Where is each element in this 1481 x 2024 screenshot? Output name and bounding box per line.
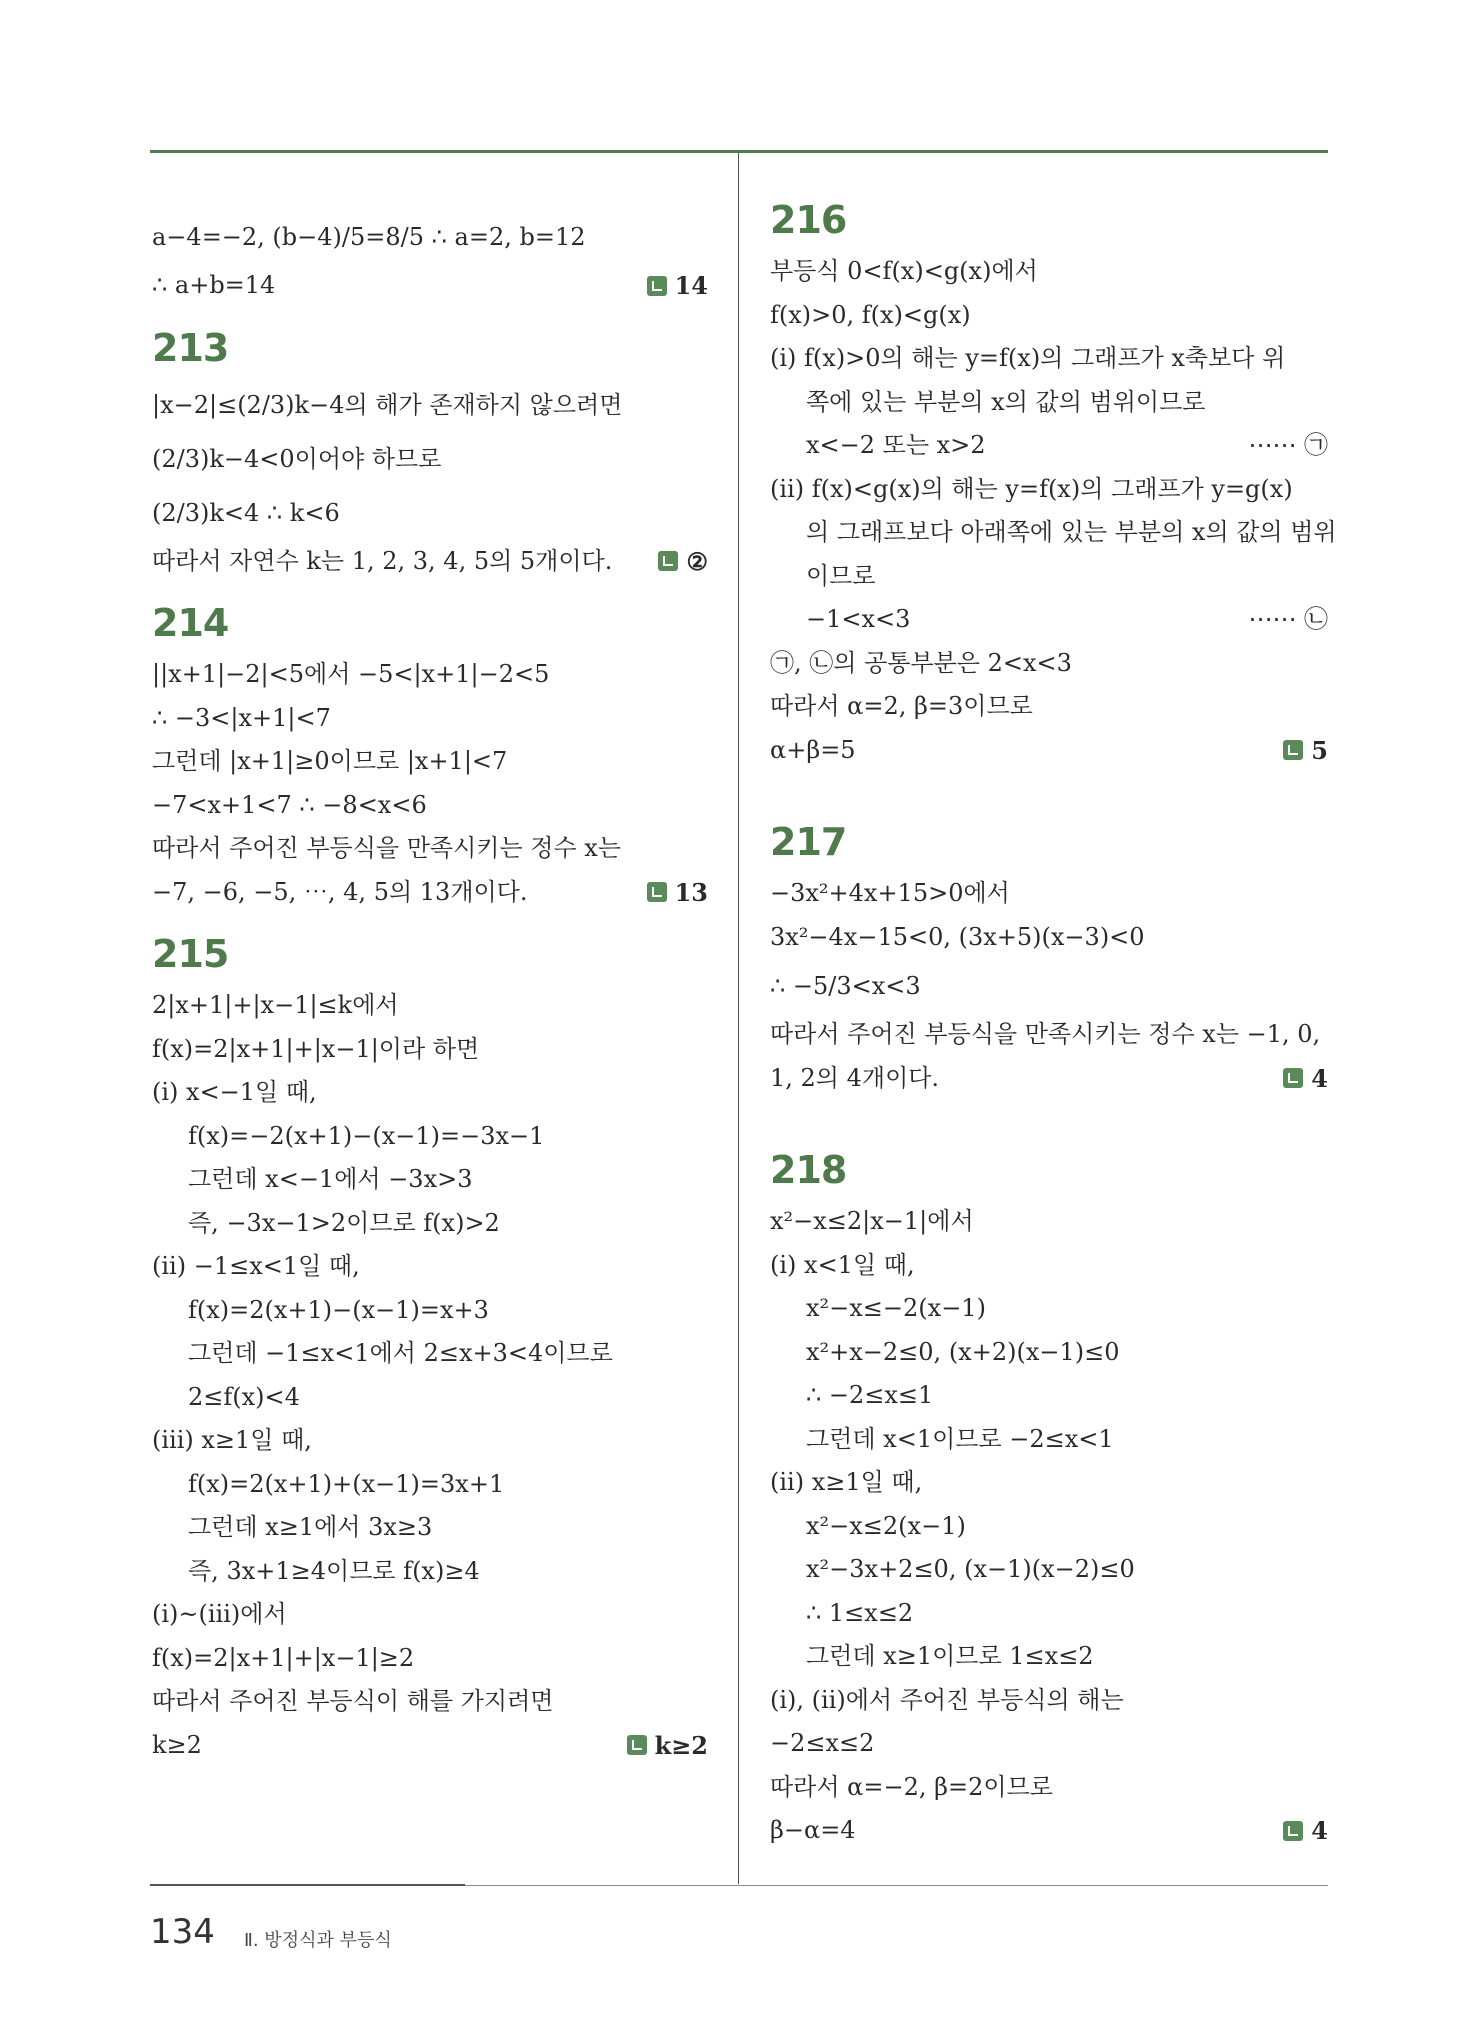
page-number: 134 (150, 1912, 215, 1952)
solution-line: x<−2 또는 x>2 ⋯⋯ ㉠ (770, 424, 1328, 468)
solution-line: f(x)=2(x+1)+(x−1)=3x+1 (188, 1469, 505, 1498)
solution-line: 따라서 주어진 부등식을 만족시키는 정수 x는 −1, 0, (770, 1020, 1321, 1048)
answer-box: 4 (1283, 1809, 1328, 1853)
answer-box: 5 (1283, 729, 1328, 773)
solution-line: 2≤f(x)<4 (188, 1382, 300, 1411)
problem-218 (770, 1140, 1328, 1853)
solution-line: x²−x≤2|x−1|에서 (770, 1207, 974, 1235)
case-label: (ⅰ) x<−1일 때, (152, 1078, 317, 1106)
solution-line: (ⅰ), (ⅱ)에서 주어진 부등식의 해는 (770, 1685, 1124, 1714)
answer-mark-icon (1283, 740, 1303, 760)
solution-line: ||x+1|−2|<5에서 −5<|x+1|−2<5 (152, 660, 550, 688)
solution-line: (2/3)k−4<0이어야 하므로 (152, 444, 442, 473)
solution-line: 쪽에 있는 부분의 x의 값의 범위이므로 (806, 387, 1206, 416)
chapter-title: Ⅱ. 방정식과 부등식 (244, 1930, 392, 1951)
problem-number: 217 (770, 820, 847, 864)
solution-line: −7, −6, −5, ⋯, 4, 5의 13개이다. 13 (152, 871, 708, 915)
case-label: (ⅰ) x<1일 때, (770, 1250, 915, 1279)
case-label: (ⅰ) f(x)>0의 해는 y=f(x)의 그래프가 x축보다 위 (770, 344, 1286, 372)
left-column (152, 150, 708, 1767)
solution-line: ∴ −3<|x+1|<7 (152, 703, 331, 732)
solution-line: 그런데 x≥1이므로 1≤x≤2 (806, 1642, 1094, 1670)
condition-marker: ⋯⋯ ㉡ (1248, 605, 1328, 633)
solution-line: ∴ −5/3<x<3 (770, 972, 921, 1000)
case-label: (ⅱ) x≥1일 때, (770, 1468, 923, 1496)
solution-line: 의 그래프보다 아래쪽에 있는 부분의 x의 값의 범위 (806, 518, 1337, 546)
bottom-rule-thin (465, 1885, 1328, 1886)
solution-line: ∴ a+b=14 14 (152, 264, 708, 308)
right-column (770, 150, 1337, 1853)
solution-line: (ⅰ)~(ⅲ)에서 (152, 1600, 287, 1628)
answer-mark-icon (647, 882, 667, 902)
solution-line: 그런데 x≥1에서 3x≥3 (188, 1513, 433, 1541)
solution-line: x²−3x+2≤0, (x−1)(x−2)≤0 (806, 1555, 1135, 1583)
answer-mark-icon (1283, 1068, 1303, 1088)
solution-line: β−α=4 4 (770, 1809, 1328, 1853)
case-label: (ⅱ) f(x)<g(x)의 해는 y=f(x)의 그래프가 y=g(x) (770, 474, 1293, 503)
solution-line: f(x)=2(x+1)−(x−1)=x+3 (188, 1295, 489, 1324)
solution-line: x²−x≤−2(x−1) (806, 1294, 986, 1322)
answer-box: 13 (647, 871, 708, 915)
problem-217 (770, 812, 1328, 1100)
answer-mark-icon (647, 276, 667, 296)
solution-line: 그런데 |x+1|≥0이므로 |x+1|<7 (152, 747, 508, 775)
case-label: (ⅱ) −1≤x<1일 때, (152, 1252, 360, 1280)
case-label: (ⅲ) x≥1일 때, (152, 1426, 312, 1454)
solution-line: f(x)=2|x+1|+|x−1|이라 하면 (152, 1034, 480, 1063)
problem-number: 218 (770, 1148, 847, 1192)
solution-line: −7<x+1<7 ∴ −8<x<6 (152, 790, 427, 819)
solution-line: 따라서 주어진 부등식이 해를 가지려면 (152, 1687, 554, 1715)
solution-line: 부등식 0<f(x)<g(x)에서 (770, 257, 1038, 285)
answer-box: 4 (1283, 1057, 1328, 1101)
solution-line: f(x)>0, f(x)<g(x) (770, 300, 971, 329)
problem-number: 213 (152, 325, 229, 370)
answer-box: 14 (647, 264, 708, 308)
solution-line: (2/3)k<4 ∴ k<6 (152, 498, 340, 527)
solution-line: 즉, −3x−1>2이므로 f(x)>2 (188, 1208, 500, 1237)
answer-box: ② (658, 540, 708, 584)
solution-line: k≥2 k≥2 (152, 1724, 708, 1768)
solution-line: |x−2|≤(2/3)k−4의 해가 존재하지 않으려면 (152, 390, 623, 419)
solution-line: 그런데 x<−1에서 −3x>3 (188, 1165, 473, 1193)
solution-line: 따라서 α=2, β=3이므로 (770, 692, 1033, 720)
solution-line: x²−x≤2(x−1) (806, 1511, 966, 1540)
solution-line: 따라서 자연수 k는 1, 2, 3, 4, 5의 5개이다. ② (152, 540, 708, 584)
solution-line: α+β=5 5 (770, 729, 1328, 773)
problem-number: 215 (152, 932, 229, 976)
solution-line: −1<x<3 ⋯⋯ ㉡ (770, 598, 1328, 642)
solution-line: 이므로 (806, 561, 876, 590)
solution-line: −2≤x≤2 (770, 1729, 875, 1757)
problem-212-continued (152, 210, 708, 308)
solution-line: 1, 2의 4개이다. 4 (770, 1057, 1328, 1101)
solution-line: f(x)=2|x+1|+|x−1|≥2 (152, 1643, 415, 1672)
solution-line: 따라서 주어진 부등식을 만족시키는 정수 x는 (152, 834, 621, 862)
problem-216 (770, 190, 1337, 772)
problem-number: 216 (770, 198, 847, 242)
solution-line: x²+x−2≤0, (x+2)(x−1)≤0 (806, 1337, 1120, 1366)
solution-line: 즉, 3x+1≥4이므로 f(x)≥4 (188, 1556, 480, 1585)
answer-box: k≥2 (627, 1724, 708, 1768)
solution-line: ∴ −2≤x≤1 (806, 1381, 934, 1409)
solution-line: 3x²−4x−15<0, (3x+5)(x−3)<0 (770, 922, 1145, 951)
solution-line: 2|x+1|+|x−1|≤k에서 (152, 991, 399, 1019)
problem-214 (152, 593, 708, 914)
solution-line: f(x)=−2(x+1)−(x−1)=−3x−1 (188, 1121, 545, 1150)
solution-line: 그런데 −1≤x<1에서 2≤x+3<4이므로 (188, 1339, 613, 1367)
answer-mark-icon (658, 551, 678, 571)
problem-number: 214 (152, 601, 229, 645)
solution-line: ㉠, ㉡의 공통부분은 2<x<3 (770, 648, 1072, 677)
solution-line: ∴ 1≤x≤2 (806, 1598, 914, 1627)
solution-line: a−4=−2, (b−4)/5=8/5 ∴ a=2, b=12 (152, 223, 586, 251)
problem-213 (152, 318, 708, 584)
bottom-rule (150, 1884, 465, 1886)
solution-line: 그런데 x<1이므로 −2≤x<1 (806, 1424, 1114, 1453)
condition-marker: ⋯⋯ ㉠ (1248, 431, 1328, 459)
problem-215 (152, 924, 708, 1767)
solution-line: −3x²+4x+15>0에서 (770, 879, 1010, 907)
column-divider (738, 153, 739, 1884)
solution-line: 따라서 α=−2, β=2이므로 (770, 1772, 1053, 1801)
answer-mark-icon (1283, 1821, 1303, 1841)
answer-mark-icon (627, 1735, 647, 1755)
